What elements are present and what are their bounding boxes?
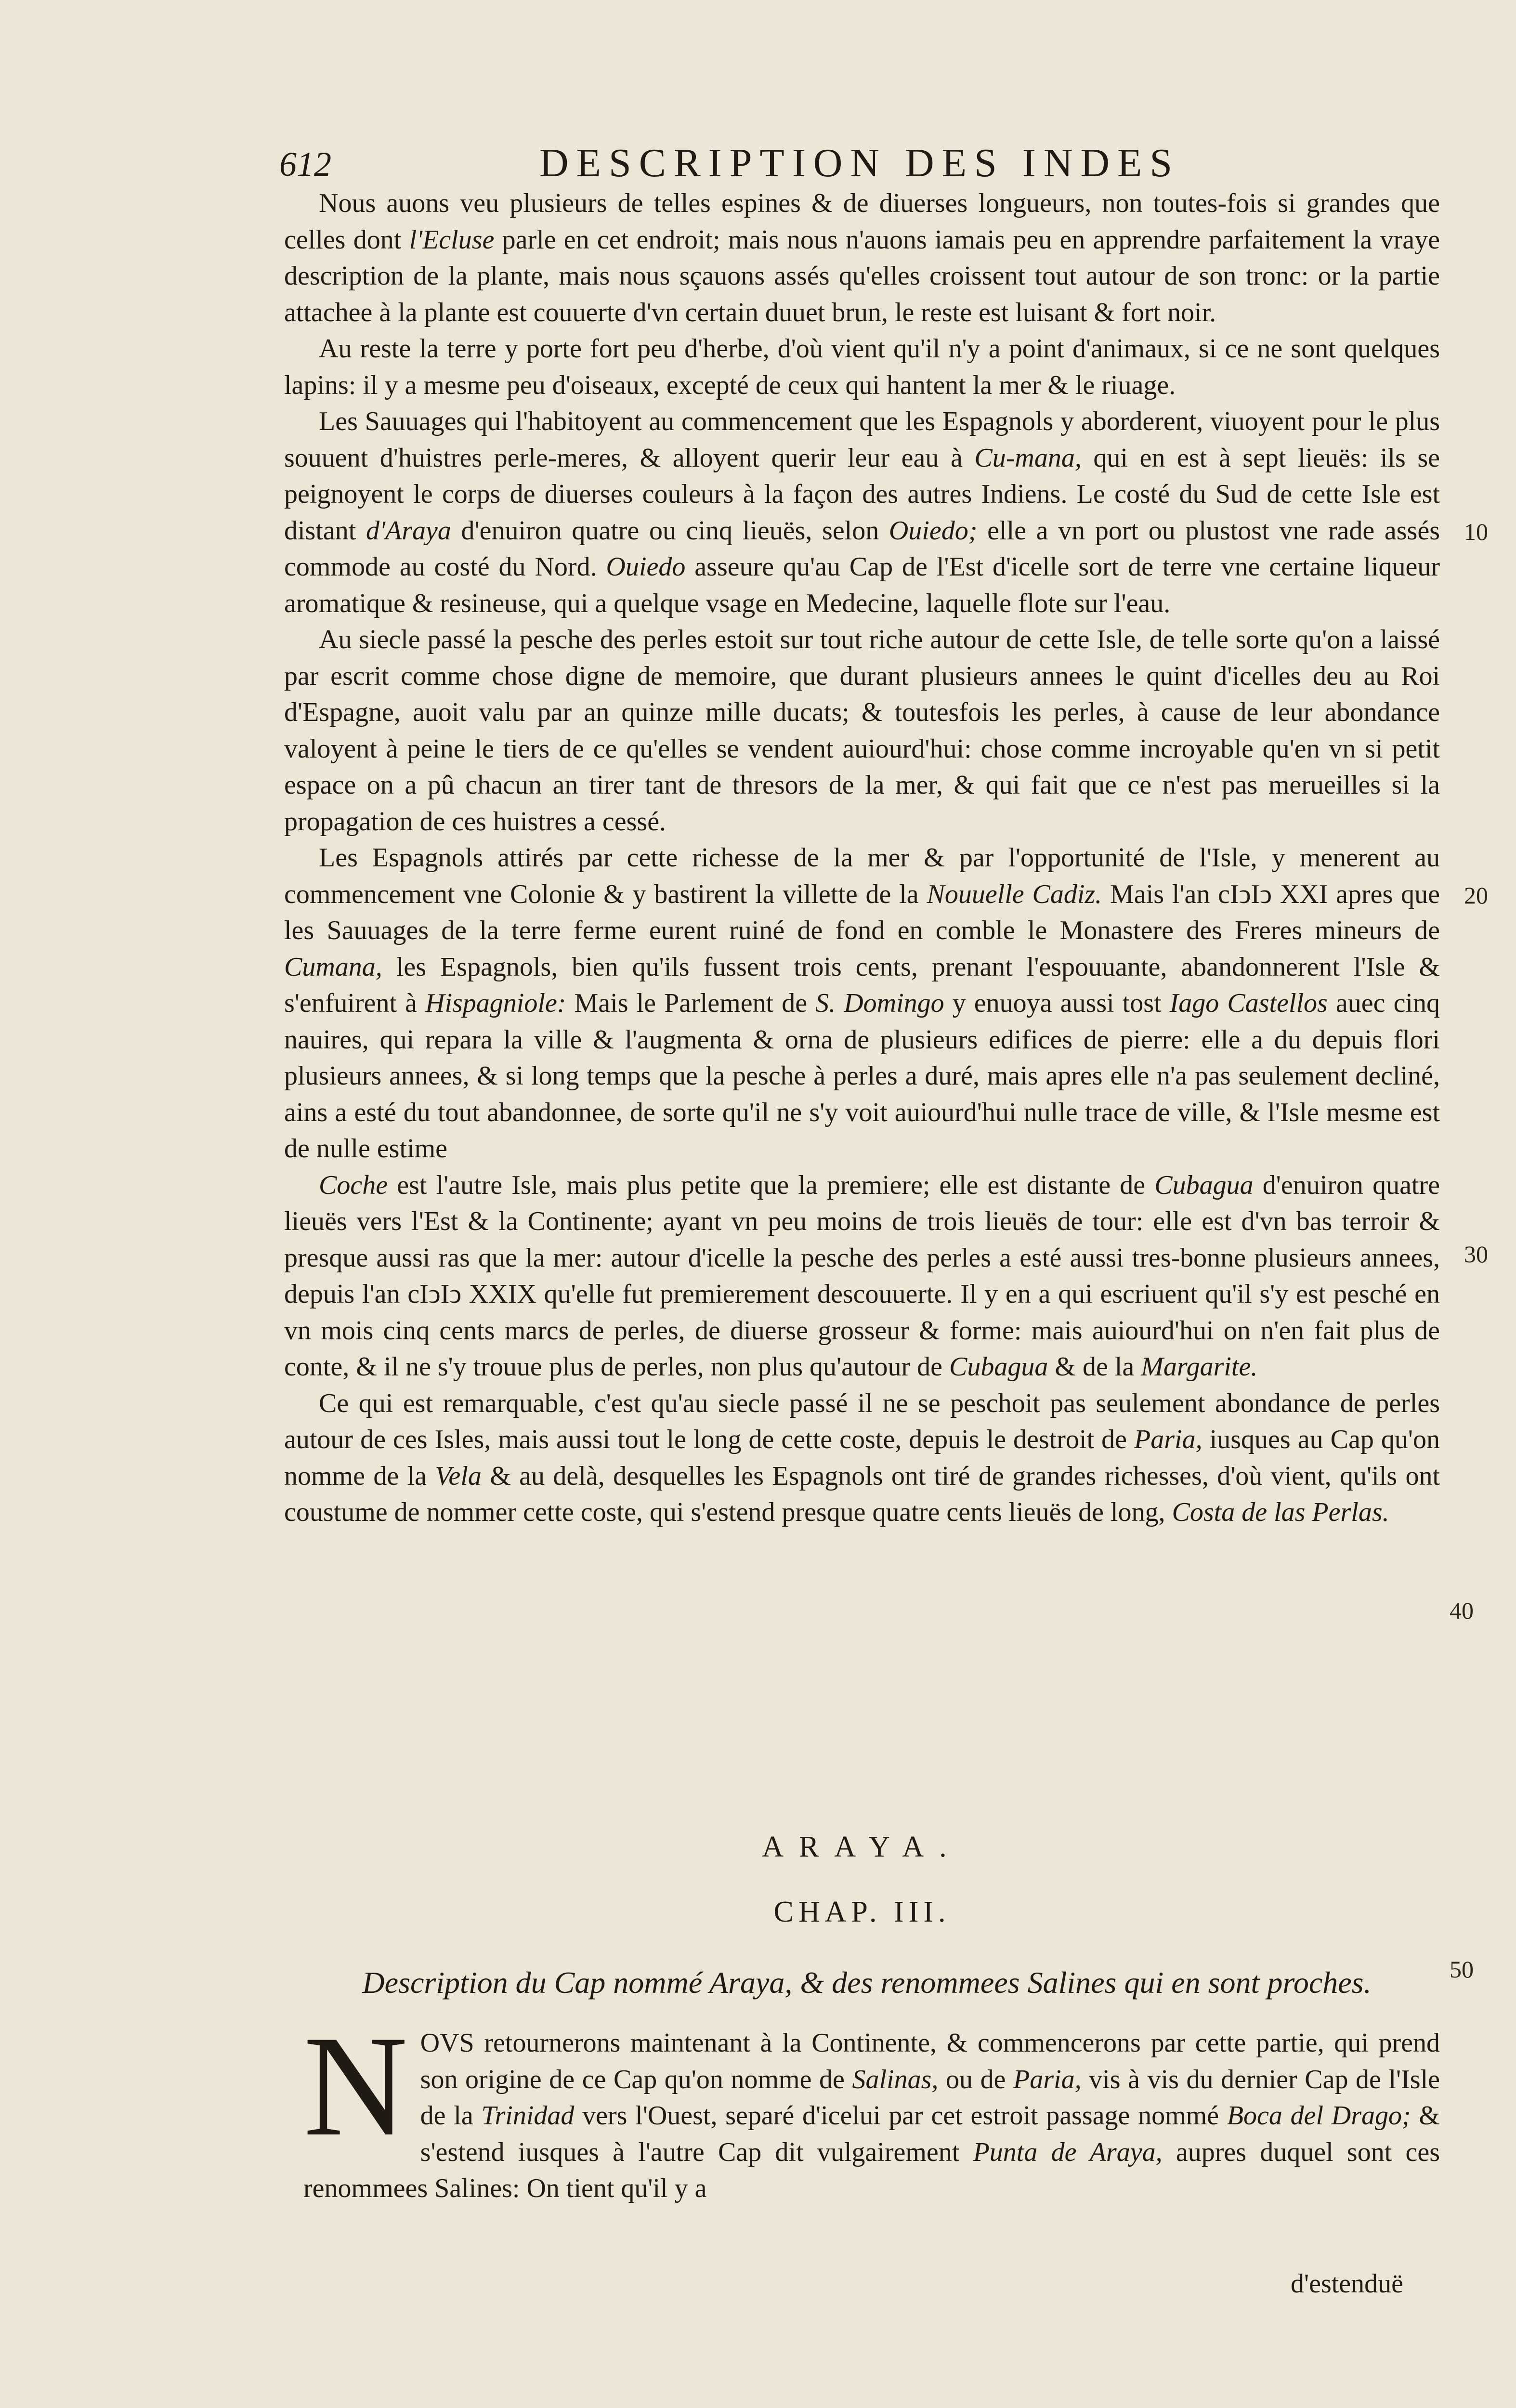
chapter-title — [299, 1965, 1435, 2001]
text-run: Ce qui est remarquable, c'est qu'au siecle passé il ne se peschoit pas seulement abondance de perles autour de ces Isles, mais aussi tout le long de cette coste, depuis le destroit de — [284, 1388, 1440, 1454]
italic-text: l'Ecluse — [409, 224, 495, 255]
text-run: & au delà, desquelles les Espagnols ont tiré de grandes richesses, d'où vient, qu'ils ont coustume de nommer cette coste, qui s'estend presque quatre cents lieuës de long, — [284, 1461, 1440, 1527]
text-run: Au siecle passé la pesche des perles estoit sur tout riche autour de cette Isle, de telle sorte qu'on a laissé par escrit comme chose digne de memoire, que durant plusieurs annees le quint d'icelles deu au Roi d'Espagne, auoit valu par an quinze mille ducats; & toutesfois les perles, à cause de leur abondance valoyent à peine le tiers de ce qu'elles se vendent auiourd'hui: chose comme incroyable qu'en vn si petit espace on a pû chacun an tirer tant de thresors de la mer, & qui fait que ce n'est pas merueilles si la propagation de ces huistres a cessé. — [284, 625, 1440, 837]
italic-text: Cubagua — [949, 1352, 1048, 1382]
italic-text: Cu-mana, — [974, 443, 1082, 473]
text-run: aupres duquel sont ces renommees Salines: On tient qu'il y a — [303, 2137, 1440, 2203]
italic-text: Cubagua — [1154, 1170, 1254, 1200]
italic-text: Boca del Drago; — [1227, 2101, 1411, 2131]
text-run: & s'estend iusques à l'autre Cap dit vulgairement — [420, 2101, 1440, 2167]
line-number-50: 50 — [1450, 1956, 1474, 1983]
text-run: elle a vn port ou plustost vne rade assés commode au costé du Nord. — [284, 515, 1440, 582]
italic-text: Vela — [435, 1461, 482, 1491]
paragraph — [284, 185, 1440, 331]
body-text — [284, 185, 1440, 1531]
text-run: qui en est à sept lieuës: ils se peignoyent le corps de diuerses couleurs à la façon des autres Indiens. Le costé du Sud de cette Isle est distant — [284, 443, 1440, 546]
line-number-10: 10 — [1464, 518, 1488, 545]
italic-text: Paria, — [1134, 1425, 1202, 1454]
text-run: vis à vis du dernier Cap de l'Isle de la — [420, 2064, 1440, 2131]
text-run: iusques au Cap qu'on nomme de la — [284, 1425, 1440, 1491]
drop-cap: N — [303, 2006, 408, 2166]
italic-text: Iago Castellos — [1169, 988, 1328, 1018]
paragraph — [284, 331, 1440, 404]
chapter-text — [303, 2006, 1440, 2207]
text-run: Araya, — [709, 1965, 793, 2000]
italic-text: Description du Cap nommé — [362, 1965, 709, 2000]
chapter-number: CHAP. III. — [773, 1896, 951, 1928]
catchword: d'estenduë — [1291, 2269, 1404, 2299]
text-run: d'enuiron quatre ou cinq lieuës, selon — [451, 515, 889, 546]
italic-text: Ouiedo; — [889, 515, 978, 546]
paragraph — [284, 404, 1440, 622]
text-run: auec cinq nauires, qui repara la ville & l'augmenta & orna de plusieurs edifices de pierre: elle a du depuis flori plusieurs annees, & si long temps que la pesche à perles a duré, mais apres elle n'a pas seulement decliné, ains a esté du tout abandonnee, de sorte qu'il ne s'y voit auiourd'hui nulle trace de ville, & l'Isle mesme est de nulle estime — [284, 988, 1440, 1164]
italic-text: Salinas, — [852, 2064, 939, 2094]
italic-text: Cumana, — [284, 952, 382, 982]
paragraph — [284, 622, 1440, 840]
italic-text: Margarite. — [1141, 1352, 1258, 1382]
italic-text: Hispagniole: — [425, 988, 566, 1018]
italic-text: Coche — [319, 1170, 388, 1200]
italic-text: & des renommees Salines qui en sont proches. — [792, 1965, 1372, 2000]
page-header — [279, 140, 1445, 193]
text-run: d'enuiron quatre lieuës vers l'Est & la Continente; ayant vn peu moins de trois lieuës de tour: elle est d'vn bas terroir & presque aussi ras que la mer: autour d'icelle la pesche des perles a esté aussi tres-bonne plusieurs annees, depuis l'an cIↄIↄ XXIX qu'elle fut premierement descouuerte. Il y en a qui escriuent qu'il s'y est pesché en vn mois cinq cents marcs de perles, de diuerse grosseur & forme: mais auiourd'hui on n'en fait plus de conte, & il ne s'y trouue plus de perles, non plus qu'autour de — [284, 1170, 1440, 1382]
text-run: Nous auons veu plusieurs de telles espines & de diuerses longueurs, non toutes-fois si grandes que celles dont — [284, 188, 1440, 255]
line-number-30: 30 — [1464, 1241, 1488, 1268]
text-run: Les Sauuages qui l'habitoyent au commencement que les Espagnols y aborderent, viuoyent pour le plus souuent d'huistres perle-meres, & alloyent querir leur eau à — [284, 406, 1440, 473]
text-run: OVS retournerons maintenant à la Continente, & commencerons par cette partie, qui prend son origine de ce Cap qu'on nomme de — [420, 2028, 1440, 2094]
text-run: y enuoya aussi tost — [944, 988, 1170, 1018]
folio-number: 612 — [279, 145, 331, 183]
text-run: & de la — [1048, 1352, 1141, 1382]
italic-text: Nouuelle Cadiz. — [927, 879, 1102, 909]
line-number-40: 40 — [1450, 1597, 1474, 1624]
italic-text: Paria, — [1013, 2064, 1082, 2094]
text-run: Mais l'an cIↄIↄ XXI apres que les Sauuages de la terre ferme eurent ruiné de fond en comble le Monastere des Freres mineurs de — [284, 879, 1440, 945]
text-run: Les Espagnols attirés par cette richesse de la mer & par l'opportunité de l'Isle, y menerent au commencement vne Colonie & y bastirent la villette de la — [284, 843, 1440, 909]
text-run: Au reste la terre y porte fort peu d'herbe, d'où vient qu'il n'y a point d'animaux, si ce ne sont quelques lapins: il y a mesme peu d'oiseaux, excepté de ceux qui hantent la mer & le riuage. — [284, 334, 1440, 400]
paragraph — [284, 840, 1440, 1167]
paragraph — [284, 1386, 1440, 1531]
text-run: asseure qu'au Cap de l'Est d'icelle sort de terre vne certaine liqueur aromatique & resineuse, qui a quelque vsage en Medecine, laquelle flote sur l'eau. — [284, 552, 1440, 618]
text-run: Mais le Parlement de — [566, 988, 816, 1018]
italic-text: S. Domingo — [815, 988, 944, 1018]
text-run: parle en cet endroit; mais nous n'auons iamais peu en apprendre parfaitement la vraye description de la plante, mais nous sçauons assés qu'elles croissent tout autour de son tronc: or la partie attachee à la plante est couuerte d'vn certain duuet brun, le reste est luisant & fort noir. — [284, 224, 1440, 327]
running-title: DESCRIPTION DES INDES — [539, 141, 1180, 185]
text-run: ou de — [938, 2064, 1014, 2094]
chapter-name: ARAYA. — [762, 1831, 962, 1863]
line-number-20: 20 — [1464, 882, 1488, 909]
text-run: les Espagnols, bien qu'ils fussent trois cents, prenant l'espouuante, abandonnerent l'Isle & s'enfuirent à — [284, 952, 1440, 1018]
text-run: vers l'Ouest, separé d'icelui par cet estroit passage nommé — [574, 2101, 1227, 2131]
paragraph — [284, 1167, 1440, 1386]
italic-text: Trinidad — [481, 2101, 575, 2131]
italic-text: Punta de Araya, — [973, 2137, 1163, 2167]
italic-text: Ouiedo — [606, 552, 686, 582]
text-run: est l'autre Isle, mais plus petite que la premiere; elle est distante de — [388, 1170, 1155, 1200]
italic-text: Costa de las Perlas. — [1172, 1497, 1389, 1527]
italic-text: d'Araya — [366, 515, 451, 546]
